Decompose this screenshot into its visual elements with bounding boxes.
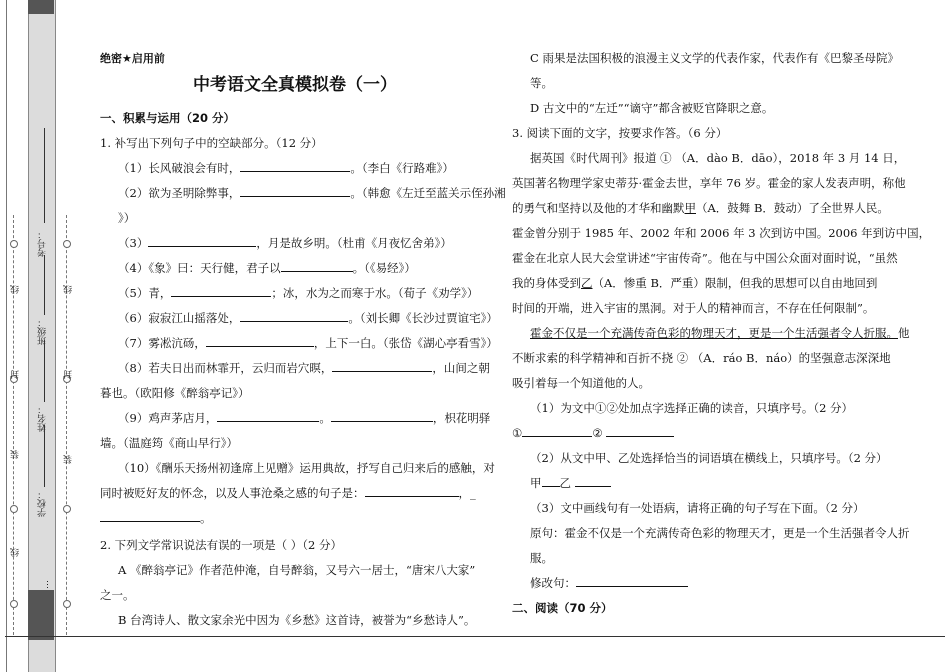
q1-item-2: （2）欲为圣明除弊事， 。（韩愈《左迁至蓝关示侄孙湘 [100,181,490,206]
page-edge-line [6,0,8,672]
q1-item-2-cont: 》） [118,211,136,225]
original-sentence: 原句：霍金不仅是一个充满传奇色彩的物理天才，更是一个生活强者令人折 [530,526,910,540]
binding-seal-char: 封 [64,370,74,379]
sub-question-1-answer: ① ② [512,421,912,446]
q1-item-10-cont: 同时被贬好友的怀念，以及人事沧桑之感的句子是： ，_ [100,481,490,506]
q2-option-d: D 古文中的“左迁”“谪守”都含被贬官降职之意。 [530,101,774,115]
name-label: 姓名： [38,405,48,432]
binding-line-char: 线 [11,285,21,294]
binding-inner-char: 线 [11,548,21,557]
binding-hole [63,240,71,248]
q1-item-8: （8）若夫日出而林霏开，云归而岩穴暝， ，山间之朝 [100,356,490,381]
original-sentence-cont: 服。 [530,551,553,565]
sub-question-1: （1）为文中①②处加点字选择正确的读音，只填序号。（2 分） [530,401,854,415]
q2-option-c: C 雨果是法国积极的浪漫主义文学的代表作家，代表作有《巴黎圣母院》 [530,51,899,65]
q1-item-7: （7）雾凇沆砀， ，上下一白。（张岱《湖心亭看雪》） [100,331,490,356]
exam-title: 中考语文全真模拟卷（一） [193,75,397,95]
revised-sentence: 修改句： [512,571,912,596]
binding-hole [63,600,71,608]
name-field[interactable] [44,340,45,402]
q1-intro: 1. 补写出下列句子中的空缺部分。（12 分） [100,136,323,150]
q1-item-4: （4）《象》曰：天行健，君子以 。（《易经》） [100,256,490,281]
binding-margin [0,0,88,672]
underlined-sentence: 霍金不仅是一个充满传奇色彩的物理天才，更是一个生活强者令人折服。 [530,326,898,340]
answer-blank[interactable] [522,422,592,437]
answer-blank[interactable] [331,407,433,422]
binding-dots: ⋯ [43,580,53,589]
page-bottom-rule [5,636,945,637]
exam-no-field[interactable] [44,128,45,223]
q1-item-10: （10）《酬乐天扬州初逢席上见赠》运用典故，抒写自己归来后的感触，对 [118,461,495,475]
answer-blank[interactable] [206,332,314,347]
answer-blank[interactable] [606,422,674,437]
school-field[interactable] [44,425,45,487]
class-field[interactable] [44,255,45,315]
q1-item-8-cont: 暮也。（欧阳修《醉翁亭记》） [100,386,250,400]
q2-intro: 2. 下列文学常识说法有误的一项是（ ）（2 分） [100,538,343,552]
binding-fold-char: 装 [64,455,74,464]
answer-blank[interactable] [281,257,353,272]
answer-blank[interactable] [576,572,688,587]
binding-fold-char: 装 [11,450,21,459]
answer-blank[interactable] [217,407,319,422]
q1-item-5: （5）青， ；冰，水为之而寒于水。（荀子《劝学》） [100,281,490,306]
binding-hole [63,505,71,513]
answer-blank[interactable] [100,507,200,522]
confidential-mark: 绝密★启用前 [100,52,165,65]
school-label: 学校： [38,490,48,517]
binding-hole [10,505,18,513]
sub-question-2: （2）从文中甲、乙处选择恰当的词语填在横线上，只填序号。（2 分） [530,451,888,465]
q2-option-a-cont: 之一。 [100,588,135,602]
binding-strip-top [28,0,54,14]
q1-item-1: （1）长风破浪会有时， 。（李白《行路难》） [100,156,490,181]
q1-item-9: （9）鸡声茅店月， 。 ，枳花明驿 [100,406,490,431]
q3-intro: 3. 阅读下面的文字，按要求作答。（6 分） [512,126,728,140]
answer-blank[interactable] [171,282,271,297]
right-column [512,46,931,621]
binding-line-char: 线 [64,285,74,294]
answer-blank[interactable] [575,472,611,487]
cut-line-inner [66,215,67,635]
blank-jia: 甲 [684,201,696,215]
answer-blank[interactable] [240,307,348,322]
answer-blank[interactable] [240,157,350,172]
left-column [100,46,506,633]
q1-item-9-cont: 墙。（温庭筠《商山早行》） [100,436,238,450]
binding-hole [10,600,18,608]
blank-yi: 乙 [581,276,593,290]
passage-paragraph-2: 霍金不仅是一个充满传奇色彩的物理天才，更是一个生活强者令人折服。他 不断求索的科学精神和百折不挠 ② （A．ráo B．náo）的坚强意志深深地 吸引着每一个知道他的人。 [512,326,910,390]
binding-hole [10,240,18,248]
answer-blank[interactable] [240,182,350,197]
answer-blank[interactable] [148,232,256,247]
section-2-heading: 二、阅读（70 分） [512,601,613,615]
answer-blank[interactable] [365,482,459,497]
q1-item-6: （6）寂寂江山摇落处， 。（刘长卿《长沙过贾谊宅》） [100,306,490,331]
cut-line-outer [13,215,14,635]
q2-option-b: B 台湾诗人、散文家余光中因为《乡愁》这首诗，被誉为“乡愁诗人”。 [118,613,476,627]
section-1-heading: 一、积累与运用（20 分） [100,111,236,125]
class-label: 班级： [38,318,48,345]
q1-item-10-end: 。 [100,506,490,531]
answer-blank[interactable] [332,357,432,372]
q2-option-a: A 《醉翁亭记》作者范仲淹，自号醉翁，又号六一居士，“唐宋八大家” [118,563,476,577]
binding-seal-char: 封 [11,370,21,379]
exam-no-label: 考号： [38,230,48,257]
sub-question-3: （3）文中画线句有一处语病，请将正确的句子写在下面。（2 分） [530,501,865,515]
q2-option-c-cont: 等。 [530,76,553,90]
answer-blank[interactable] [542,472,560,487]
passage-paragraph-1: 据英国《时代周刊》报道 ① （A．dào B．dāo），2018 年 3 月 14 日， 英国著名物理学家史蒂芬·霍金去世，享年 76 岁。霍金的家人发表声明，称他 的勇气和坚持以及他的才华和幽默甲（A．鼓舞 B．鼓动）了全世界人民。 霍金曾分别于 1985 年、2002 年和 2006 年 3 次到访中国。2006 年到访中国， 霍金在北京人民大会堂讲述“宇宙传奇”。他在与中国公众面对面时说，“虽然 我的身体受到乙（A．惨重 B．严重）限制，但我的思想可以自由地回到 时间的开端，进入宇宙的黑洞。对于人的精神而言，不存在任何限制”。 [512,151,931,315]
binding-strip-bottom [28,590,54,640]
sub-question-2-answer: 甲 乙 [512,471,912,496]
q1-item-3: （3） ，月是故乡明。（杜甫《月夜忆舍弟》） [100,231,490,256]
